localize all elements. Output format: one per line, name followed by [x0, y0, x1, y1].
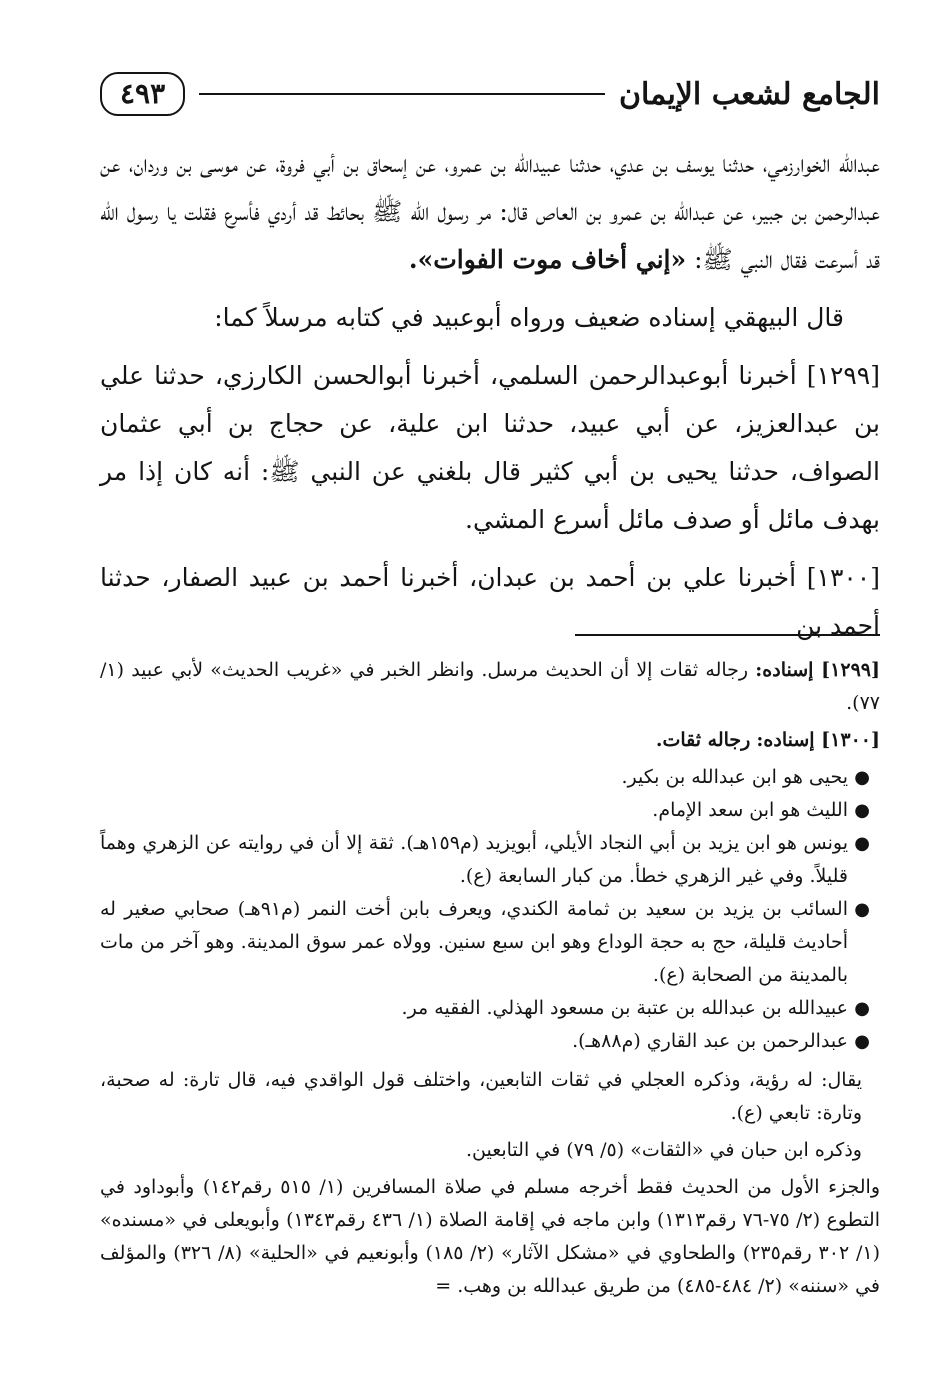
bullet-icon: ● — [854, 767, 870, 788]
note-yuqal: يقال: له رؤية، وذكره العجلي في ثقات التابعين، واختلف قول الواقدي فيه، قال تارة: له صحبة، وتارة: تابعي (ع). — [100, 1069, 862, 1124]
note-ibn-hibban: وذكره ابن حبان في «الثقات» (٥/ ٧٩) في التابعين. — [465, 1139, 862, 1161]
page-number: ٤٩٣ — [100, 72, 185, 116]
note-1299-text: رجاله ثقات إلا أن الحديث مرسل. وانظر الخبر في «غريب الحديث» لأبي عبيد (١/ ٧٧). — [100, 659, 880, 714]
paragraph-hadith-1300: [١٣٠٠] أخبرنا علي بن أحمد بن عبدان، أخبرنا أحمد بن عبيد الصفار، حدثنا أحمد بن — [100, 563, 880, 640]
bullet-icon: ● — [854, 998, 870, 1019]
hadith-quote: «إني أخاف موت الفوات». — [408, 245, 687, 274]
note-1300-label: [١٣٠٠] إسناده: — [756, 729, 880, 751]
note-1299 — [100, 654, 880, 720]
paragraph-hadith-text — [100, 140, 880, 284]
list-item — [100, 794, 870, 827]
list-item-text: عبدالرحمن بن عبد القاري (م٨٨هـ). — [572, 1030, 848, 1052]
footnotes — [100, 654, 880, 1307]
main-text — [100, 140, 880, 660]
list-item — [100, 1025, 870, 1058]
note-1299-label: [١٢٩٩] إسناده: — [755, 659, 880, 681]
running-title: الجامع لشعب الإيمان — [618, 76, 880, 112]
note-1300-text: رجاله ثقات. — [655, 729, 751, 751]
paragraph-bayhaqi-comment: قال البيهقي إسناده ضعيف ورواه أبوعبيد في كتابه مرسلاً كما: — [214, 303, 844, 332]
note-takhrij: والجزء الأول من الحديث فقط أخرجه مسلم في صلاة المسافرين (١/ ٥١٥ رقم١٤٢) وأبوداود في التطوع (٢/ ٧٥-٧٦ رقم١٣١٣) وابن ماجه في إقامة الصلاة (١/ ٤٣٦ رقم١٣٤٣) وأبويعلى في «مسنده» (١/ ٣٠٢ رقم٢٣٥) والطحاوي في «مشكل الآثار» (٢/ ١٨٥) وأبونعيم في «الحلية» (٨/ ٣٢٦) والمؤلف في «سننه» (٢/ ٤٨٤-٤٨٥) من طريق عبدالله بن وهب. = — [100, 1176, 880, 1297]
paragraph-hadith-1299: [١٢٩٩] أخبرنا أبوعبدالرحمن السلمي، أخبرنا أبوالحسن الكارزي، حدثنا علي بن عبدالعزيز، عن أبي عبيد، حدثنا ابن علية، عن حجاج بن أبي عثمان الصواف، حدثنا يحيى بن أبي كثير قال بلغني عن النبي ﷺ: أنه كان إذا مر بهدف مائل أو صدف مائل أسرع المشي. — [100, 361, 880, 534]
bullet-icon: ● — [854, 1031, 870, 1052]
list-item-text: يحيى هو ابن عبدالله بن بكير. — [621, 766, 848, 788]
list-item-text: السائب بن يزيد بن سعيد بن ثمامة الكندي، ويعرف بابن أخت النمر (م٩١هـ) صحابي صغير له أحاديث قليلة، حج به حجة الوداع وهو ابن سبع سنين. وولاه عمر سوق المدينة. وهو آخر من مات بالمدينة من الصحابة (ع). — [100, 898, 849, 986]
list-item — [100, 827, 870, 893]
hadith-text: عبدالله الخوارزمي، حدثنا يوسف بن عدي، حدثنا عبيدالله بن عمرو، عن إسحاق بن أبي فروة، عن موسى بن وردان، عن عبدالرحمن بن جبير، عن عبدالله بن عمرو بن العاص قال: مر رسول الله ﷺ بحائط قد أردي فأسرع فقلت يا رسول الله قد أسرعت فقال النبي ﷺ: — [100, 149, 880, 274]
list-item-text: الليث هو ابن سعد الإمام. — [652, 799, 848, 821]
bullet-icon: ● — [854, 833, 870, 854]
list-item — [100, 893, 870, 992]
header-rule — [199, 93, 605, 95]
list-item — [100, 761, 870, 794]
narrator-list — [100, 761, 880, 1058]
bullet-icon: ● — [854, 800, 870, 821]
bullet-icon: ● — [854, 899, 870, 920]
list-item-text: عبيدالله بن عبدالله بن عتبة بن مسعود الهذلي. الفقيه مر. — [401, 997, 848, 1019]
list-item-text: يونس هو ابن يزيد بن أبي النجاد الأيلي، أبويزيد (م١٥٩هـ). ثقة إلا أن في روايته عن الزهري وهماً قليلاً. وفي غير الزهري خطأ. من كبار السابعة (ع). — [100, 832, 848, 887]
footnote-divider — [575, 634, 880, 636]
list-item — [100, 992, 870, 1025]
page-header — [100, 70, 880, 118]
note-1300 — [100, 724, 880, 757]
